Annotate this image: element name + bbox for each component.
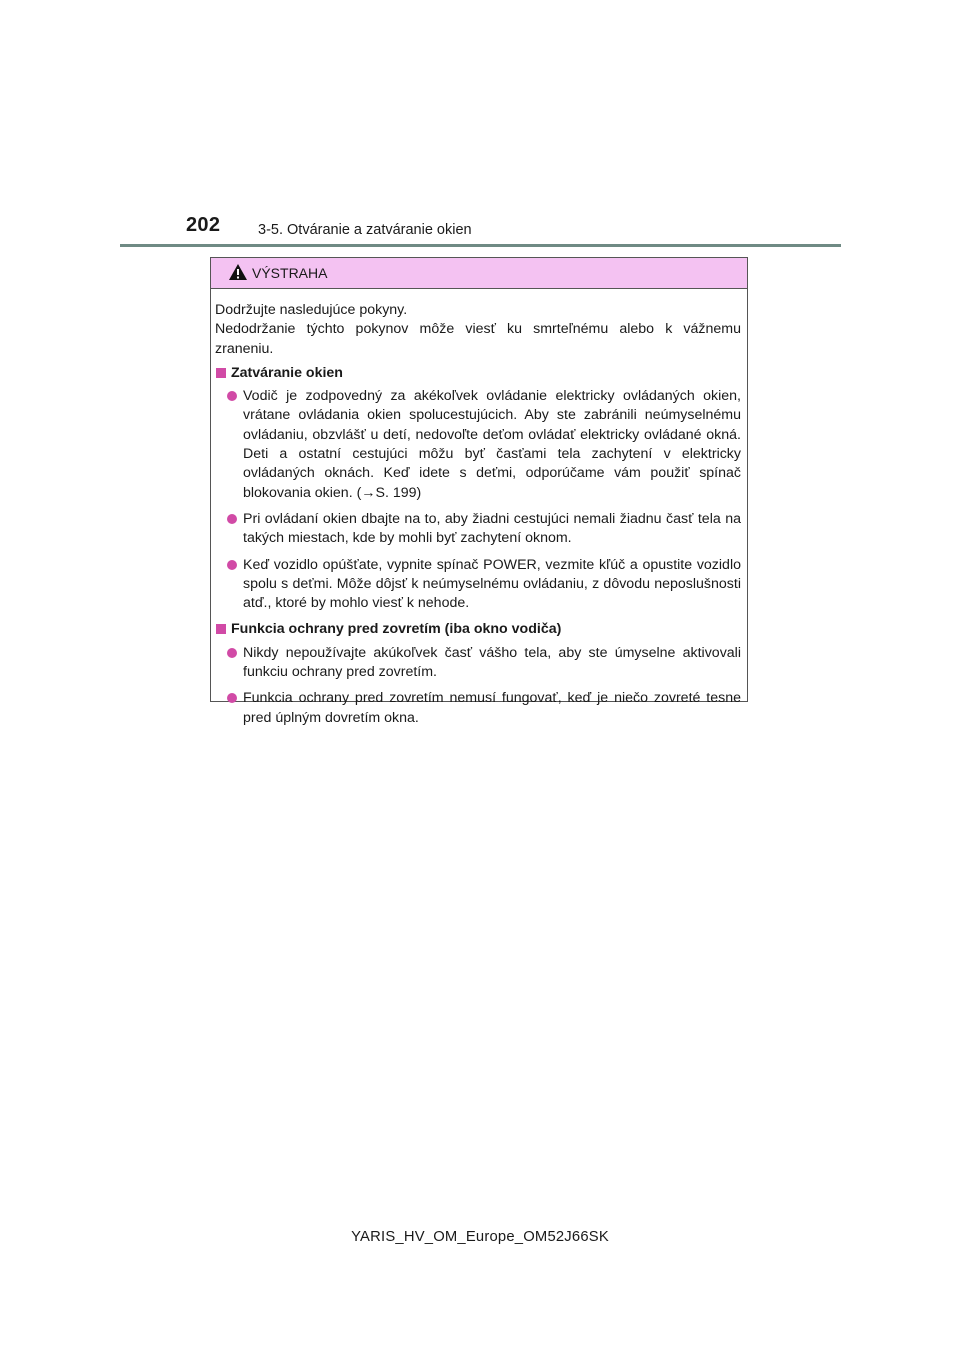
warning-intro-line-1: Dodržujte nasledujúce pokyny. (215, 302, 408, 318)
bullet-text: Keď vozidlo opúšťate, vypnite spínač POWER, vezmite kľúč a opustite vozidlo spolu s deťmi. Môže dôjsť k neúmyselnému ovládaniu, z dôvodu neposlušnosti atď., ktoré by mohlo viesť k nehode. (243, 556, 741, 612)
header-divider (120, 244, 841, 247)
section-heading-text: Funkcia ochrany pred zovretím (iba okno vodiča) (231, 621, 562, 638)
warning-header (211, 258, 747, 289)
bullet-text: Vodič je zodpovedný za akékoľvek ovládanie elektricky ovládaných okien, vrátane ovládania okien spolucestujúcich. Aby ste zabránili neúmyselnému ovládaniu, obzvlášť u detí, nedovoľte deťom ovládať elektricky ovládané okná. Deti a ostatní cestujúci môžu byť časťami tela zachytení v elektricky ovládaných oknách. Keď idete s deťmi, odporúčame vám použiť spínač blokovania okien. (→S. 199) (243, 388, 741, 501)
circle-bullet-icon (227, 391, 237, 401)
circle-bullet-icon (227, 693, 237, 703)
warning-intro-line-2: Nedodržanie týchto pokynov môže viesť ku smrteľnému alebo k vážnemu (215, 321, 741, 338)
bullet-text: Pri ovládaní okien dbajte na to, aby žiadni cestujúci nemali žiadnu časť tela na takých miestach, kde by mohli byť zachytení oknom. (243, 510, 741, 547)
circle-bullet-icon (227, 648, 237, 658)
warning-title: VÝSTRAHA (252, 265, 328, 281)
section-title: 3-5. Otváranie a zatváranie okien (258, 222, 472, 238)
circle-bullet-icon (227, 560, 237, 570)
bullet-item (215, 644, 741, 683)
section-heading-text: Zatváranie okien (231, 364, 343, 381)
square-bullet-icon (216, 624, 226, 634)
warning-body (211, 289, 747, 728)
warning-box (210, 257, 748, 726)
section-heading-jam-protection (215, 620, 741, 639)
document-code-footer: YARIS_HV_OM_Europe_OM52J66SK (351, 1229, 609, 1245)
bullet-item (215, 510, 741, 549)
bullet-item (215, 689, 741, 728)
circle-bullet-icon (227, 514, 237, 524)
page-number: 202 (186, 214, 221, 236)
warning-triangle-icon (228, 263, 248, 281)
square-bullet-icon (216, 368, 226, 378)
bullet-item (215, 387, 741, 503)
bullet-text: Funkcia ochrany pred zovretím nemusí fungovať, keď je niečo zovreté tesne pred úplným dovretím okna. (243, 690, 741, 726)
warning-intro-line-3: zraneniu. (215, 340, 274, 357)
section-heading-closing-windows (215, 364, 741, 383)
bullet-text: Nikdy nepoužívajte akúkoľvek časť vášho tela, aby ste úmyselne aktivovali funkciu ochrany pred zovretím. (243, 644, 741, 681)
bullet-item (215, 556, 741, 614)
